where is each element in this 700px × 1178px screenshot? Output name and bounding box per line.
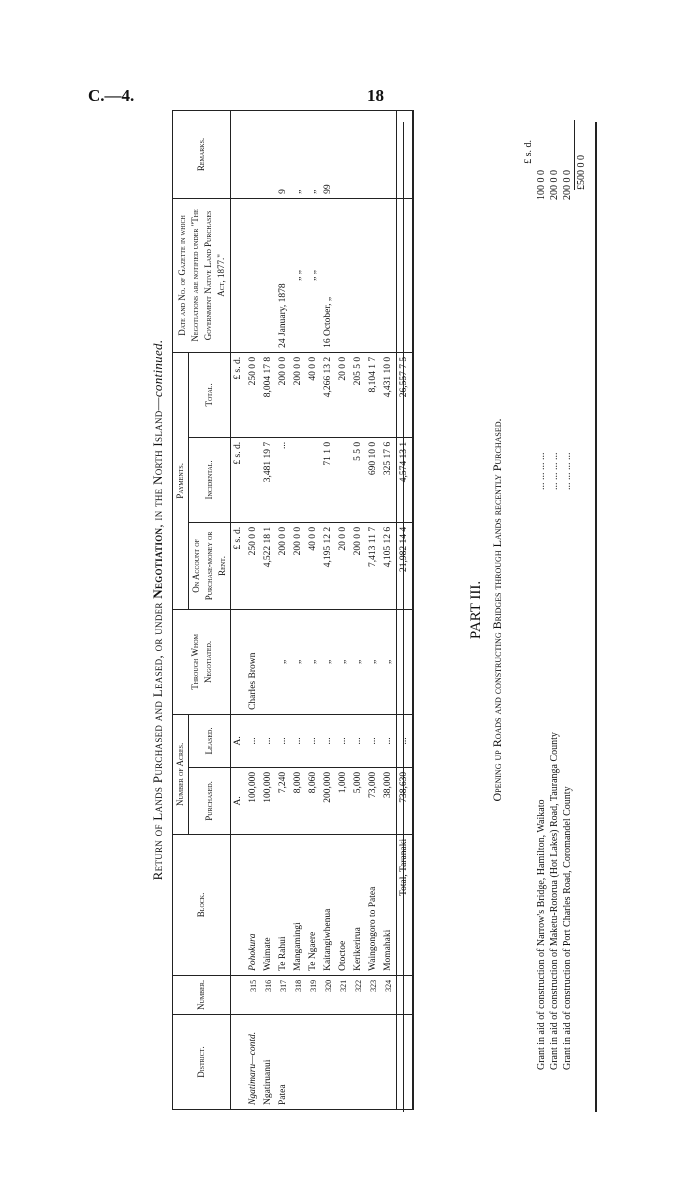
- cell-block: Te Rahui: [276, 834, 291, 975]
- total-total: 26,557 7 5: [397, 352, 414, 437]
- cell-incidental: [291, 437, 306, 522]
- cell-block: Mangamingi: [291, 834, 306, 975]
- cell-block: Pohokura: [246, 834, 261, 975]
- cell-whom: „: [321, 609, 336, 714]
- col-district: District.: [173, 1015, 231, 1110]
- cell-incidental: [336, 437, 351, 522]
- cell-gazette-no: [336, 111, 351, 199]
- cell-gazette-no: [261, 111, 276, 199]
- cell-incidental: 71 1 0: [321, 437, 336, 522]
- table-row: [276, 111, 291, 1110]
- cell-block: Waimate: [261, 834, 276, 975]
- col-incidental: Incidental.: [189, 437, 231, 522]
- table-row: [306, 111, 321, 1110]
- cell-leased: ...: [351, 714, 366, 767]
- lands-table: [172, 110, 414, 1110]
- table-row: [246, 111, 261, 1110]
- cell-account: 200 0 0: [276, 522, 291, 609]
- cell-leased: ...: [336, 714, 351, 767]
- total-row: [397, 111, 414, 1110]
- col-number: Number.: [173, 975, 231, 1014]
- cell-number: 321: [336, 975, 351, 1014]
- cell-district: [351, 1015, 366, 1110]
- cell-district: [306, 1015, 321, 1110]
- title-cont: continued.: [150, 339, 165, 398]
- grant-dots: ... ... ... ...: [562, 452, 573, 490]
- page-code: C.—4.: [88, 86, 135, 105]
- cell-gazette: [336, 198, 351, 352]
- cell-number: 315: [246, 975, 261, 1014]
- cell-account: 4,195 12 2: [321, 522, 336, 609]
- cell-whom: „: [306, 609, 321, 714]
- cell-district: [366, 1015, 381, 1110]
- cell-incidental: 325 17 6: [381, 437, 397, 522]
- cell-gazette-no: [366, 111, 381, 199]
- cell-account: 40 0 0: [306, 522, 321, 609]
- total-account: 21,982 14 4: [397, 522, 414, 609]
- cell-purchased: 100,000: [246, 767, 261, 834]
- cell-purchased: 7,240: [276, 767, 291, 834]
- cell-leased: ...: [366, 714, 381, 767]
- cell-gazette-no: [351, 111, 366, 199]
- grant-text: Grant in aid of construction of Maketu-Rotorua (Hot Lakes) Road, Tauranga County: [549, 732, 560, 1070]
- grant-text: Grant in aid of construction of Port Charles Road, Coromandel County: [562, 786, 573, 1070]
- cell-whom: Charles Brown: [246, 609, 261, 714]
- cell-purchased: 200,000: [321, 767, 336, 834]
- list-item: [561, 120, 574, 1070]
- cell-incidental: ...: [276, 437, 291, 522]
- title-post: , in the North Island—: [150, 397, 165, 528]
- cell-account: 20 0 0: [336, 522, 351, 609]
- table-row: [336, 111, 351, 1110]
- total-incidental: 4,574 13 1: [397, 437, 414, 522]
- cell-whom: „: [366, 609, 381, 714]
- cell-incidental: [306, 437, 321, 522]
- grant-amount: 100 0 0: [536, 170, 547, 200]
- table-row: [381, 111, 397, 1110]
- cell-purchased: 5,000: [351, 767, 366, 834]
- title-pre: Return of Lands Purchased and Leased, or under: [150, 598, 165, 881]
- cell-account: 4,522 18 1: [261, 522, 276, 609]
- total-purchased: 738,630: [397, 767, 414, 834]
- cell-district: [321, 1015, 336, 1110]
- cell-gazette: 24 January, 1878: [276, 198, 291, 352]
- cell-total: 200 0 0: [276, 352, 291, 437]
- cell-total: 8,004 17 8: [261, 352, 276, 437]
- cell-district: [381, 1015, 397, 1110]
- cell-leased: ...: [306, 714, 321, 767]
- unit-purchased: A.: [231, 767, 247, 834]
- cell-leased: ...: [246, 714, 261, 767]
- table-title: [150, 110, 166, 1110]
- col-leased: Leased.: [189, 714, 231, 767]
- cell-gazette-no: 99: [321, 111, 336, 199]
- unit-total: £ s. d.: [231, 352, 247, 437]
- cell-gazette: „ „: [306, 198, 321, 352]
- list-item: [548, 120, 561, 1070]
- cell-district: Ngatimaru—contd.: [246, 1015, 261, 1110]
- table-row: [366, 111, 381, 1110]
- cell-leased: ...: [276, 714, 291, 767]
- cell-gazette: „ „: [291, 198, 306, 352]
- cell-account: 4,105 12 6: [381, 522, 397, 609]
- cell-gazette: [261, 198, 276, 352]
- cell-gazette-no: „: [306, 111, 321, 199]
- col-gazette: Date and No. of Gazette in which Negotiations are notified under "The Government Native Land Purchases Act, 1877.": [173, 198, 231, 352]
- cell-number: 324: [381, 975, 397, 1014]
- cell-incidental: 690 10 0: [366, 437, 381, 522]
- cell-gazette: [381, 198, 397, 352]
- cell-number: 316: [261, 975, 276, 1014]
- grant-dots: ... ... ... ...: [549, 452, 560, 490]
- cell-purchased: 8,000: [291, 767, 306, 834]
- cell-block: Momahaki: [381, 834, 397, 975]
- grant-amount: 200 0 0: [562, 170, 573, 200]
- table-row: [321, 111, 336, 1110]
- cell-gazette: [351, 198, 366, 352]
- grant-amount: 200 0 0: [549, 170, 560, 200]
- cell-number: 319: [306, 975, 321, 1014]
- cell-total: 250 0 0: [246, 352, 261, 437]
- cell-leased: ...: [321, 714, 336, 767]
- cell-whom: „: [291, 609, 306, 714]
- cell-leased: ...: [381, 714, 397, 767]
- cell-whom: „: [351, 609, 366, 714]
- cell-purchased: 100,000: [261, 767, 276, 834]
- cell-account: 250 0 0: [246, 522, 261, 609]
- rotated-page: [150, 110, 610, 1110]
- cell-block: Te Ngaere: [306, 834, 321, 975]
- cell-leased: ...: [261, 714, 276, 767]
- cell-total: 4,266 13 2: [321, 352, 336, 437]
- col-block: Block.: [173, 834, 231, 975]
- list-item: [535, 120, 548, 1070]
- cell-number: 320: [321, 975, 336, 1014]
- table-row: [261, 111, 276, 1110]
- table-row: [351, 111, 366, 1110]
- cell-whom: „: [336, 609, 351, 714]
- cell-purchased: 1,000: [336, 767, 351, 834]
- cell-whom: „: [381, 609, 397, 714]
- col-total: Total.: [189, 352, 231, 437]
- cell-district: Ngatiruanui: [261, 1015, 276, 1110]
- cell-total: 4,431 10 0: [381, 352, 397, 437]
- cell-total: 205 5 0: [351, 352, 366, 437]
- cell-district: [291, 1015, 306, 1110]
- cell-gazette-no: [381, 111, 397, 199]
- grant-text: Grant in aid of construction of Narrow's Bridge, Hamilton, Waikato: [536, 799, 547, 1070]
- cell-number: 322: [351, 975, 366, 1014]
- cell-total: 200 0 0: [291, 352, 306, 437]
- cell-gazette: [246, 198, 261, 352]
- cell-purchased: 8,060: [306, 767, 321, 834]
- part-subtitle: Opening up Roads and constructing Bridges through Lands recently Purchased.: [490, 418, 504, 802]
- total-label: Total, Taranaki: [397, 834, 414, 975]
- cell-district: Patea: [276, 1015, 291, 1110]
- cell-block: Kerikerirua: [351, 834, 366, 975]
- cell-incidental: 5 5 0: [351, 437, 366, 522]
- cell-gazette: [366, 198, 381, 352]
- units-row: [231, 111, 247, 1110]
- cell-gazette-no: „: [291, 111, 306, 199]
- cell-gazette: 16 October, „: [321, 198, 336, 352]
- cell-total: 8,104 1 7: [366, 352, 381, 437]
- cell-account: 200 0 0: [351, 522, 366, 609]
- col-payments: Payments.: [173, 352, 189, 609]
- page-number: 18: [367, 86, 384, 105]
- cell-total: 40 0 0: [306, 352, 321, 437]
- cell-number: 317: [276, 975, 291, 1014]
- unit-account: £ s. d.: [231, 522, 247, 609]
- col-remarks: Remarks.: [173, 111, 231, 199]
- cell-purchased: 38,000: [381, 767, 397, 834]
- grant-dots: ... ... ... ...: [536, 452, 547, 490]
- cell-account: 7,413 11 7: [366, 522, 381, 609]
- grants-list: [522, 120, 588, 1070]
- title-neg: Negotiation: [150, 527, 165, 599]
- cell-block: Waingongoro to Patea: [366, 834, 381, 975]
- col-acres: Number of Acres.: [173, 714, 189, 834]
- cell-leased: ...: [291, 714, 306, 767]
- cell-block: Otoctoe: [336, 834, 351, 975]
- cell-number: 323: [366, 975, 381, 1014]
- cell-block: Kaitangiwhenua: [321, 834, 336, 975]
- col-account: On Account of Purchase-money or Rent.: [189, 522, 231, 609]
- cell-whom: [261, 609, 276, 714]
- grant-money-head: £ s. d.: [523, 140, 534, 164]
- grant-total: £500 0 0: [574, 120, 588, 190]
- cell-total: 20 0 0: [336, 352, 351, 437]
- unit-leased: A.: [231, 714, 247, 767]
- cell-gazette-no: [246, 111, 261, 199]
- cell-number: 318: [291, 975, 306, 1014]
- cell-district: [336, 1015, 351, 1110]
- cell-incidental: 3,481 19 7: [261, 437, 276, 522]
- cell-whom: „: [276, 609, 291, 714]
- cell-account: 200 0 0: [291, 522, 306, 609]
- unit-incidental: £ s. d.: [231, 437, 247, 522]
- cell-purchased: 73,000: [366, 767, 381, 834]
- table-row: [291, 111, 306, 1110]
- part-title: PART III.: [468, 580, 484, 640]
- cell-incidental: [246, 437, 261, 522]
- col-purchased: Purchased.: [189, 767, 231, 834]
- total-leased: ...: [397, 714, 414, 767]
- col-whom: Through Whom Negotiated.: [173, 609, 231, 714]
- cell-gazette-no: 9: [276, 111, 291, 199]
